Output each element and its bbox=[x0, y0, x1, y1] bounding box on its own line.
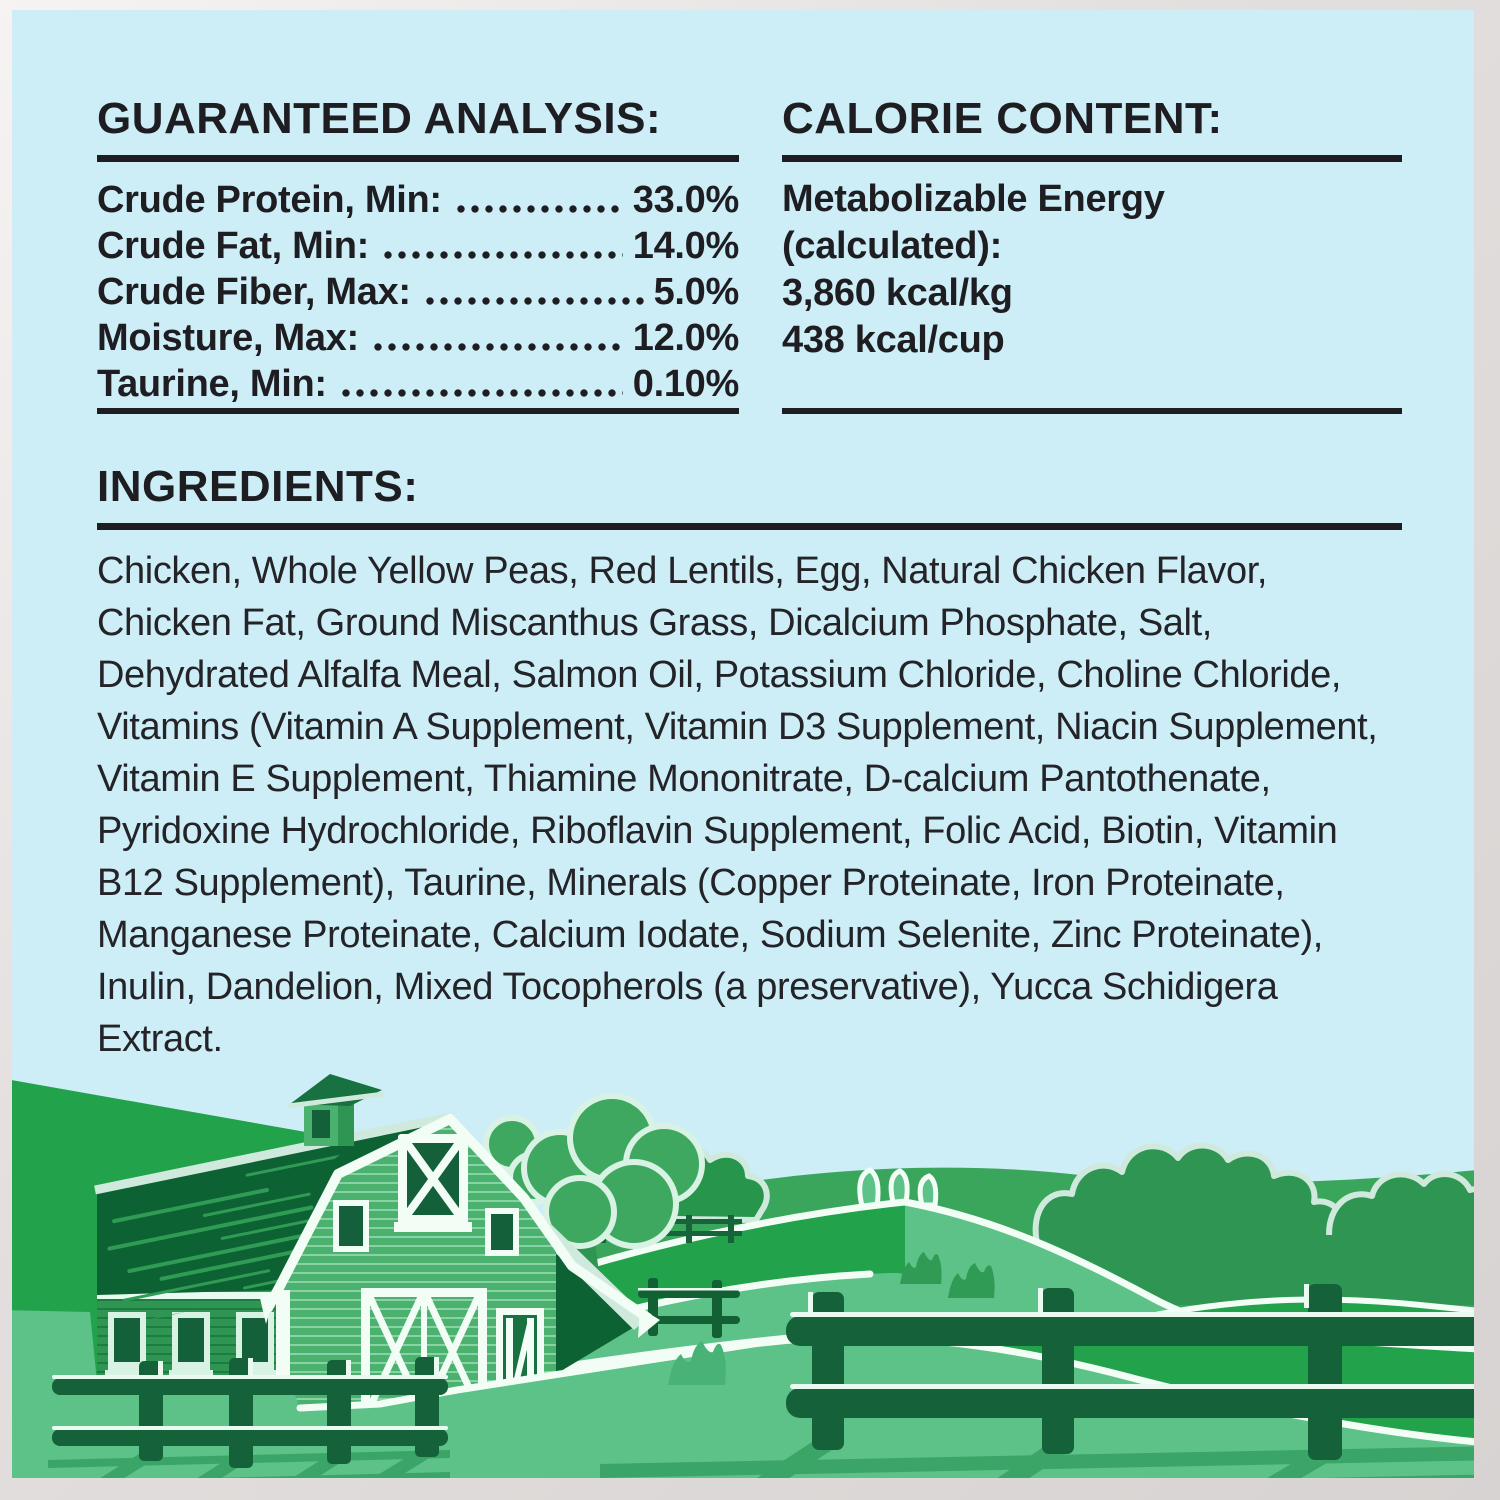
analysis-value: 33.0% bbox=[632, 179, 739, 221]
analysis-label: Crude Fat, Min: bbox=[97, 225, 370, 267]
ingredients-section bbox=[97, 462, 1402, 1065]
analysis-value: 0.10% bbox=[632, 363, 739, 405]
barn-window-right bbox=[485, 1208, 519, 1256]
calorie-line: (calculated): bbox=[782, 225, 1002, 267]
analysis-label: Moisture, Max: bbox=[97, 317, 359, 359]
analysis-label: Crude Fiber, Max: bbox=[97, 271, 411, 313]
pet-food-label bbox=[12, 10, 1474, 1478]
calorie-line: Metabolizable Energy bbox=[782, 178, 1165, 220]
analysis-row bbox=[97, 314, 739, 360]
analysis-row bbox=[97, 268, 739, 314]
guaranteed-analysis-section bbox=[97, 94, 739, 414]
analysis-row bbox=[97, 176, 739, 222]
dotted-leader bbox=[423, 296, 644, 306]
dotted-leader bbox=[381, 250, 623, 260]
analysis-row bbox=[97, 222, 739, 268]
guaranteed-analysis-rows bbox=[97, 176, 739, 406]
farm-barn-illustration bbox=[12, 1040, 1474, 1478]
calorie-line: 3,860 kcal/kg bbox=[782, 272, 1013, 314]
ingredients-text: Chicken, Whole Yellow Peas, Red Lentils, Egg, Natural Chicken Flavor, Chicken Fat, Ground Miscanthus Grass, Dicalcium Phosphate, Salt, Dehydrated Alfalfa Meal, Salmon Oil, Potassium Chloride, Choline Chloride, Vitamins (Vitamin A Supplement, Vitamin D3 Supplement, Niacin Supplement, Vitamin E Supplement, Thiamine Mononitrate, D-calcium Pantothenate, Pyridoxine Hydrochloride, Riboflavin Supplement, Folic Acid, Biotin, Vitamin B12 Supplement), Taurine, Minerals (Copper Proteinate, Iron Proteinate, Manganese Proteinate, Calcium Iodate, Sodium Selenite, Zinc Proteinate), Inulin, Dandelion, Mixed Tocopherols (a preservative), Yucca Schidigera Extract. bbox=[97, 550, 1378, 1060]
barn-hayloft-window bbox=[394, 1134, 472, 1232]
calorie-content-title: CALORIE CONTENT: bbox=[782, 94, 1402, 162]
analysis-row bbox=[97, 360, 739, 406]
dotted-leader bbox=[371, 342, 623, 352]
analysis-label: Taurine, Min: bbox=[97, 363, 327, 405]
guaranteed-analysis-title: GUARANTEED ANALYSIS: bbox=[97, 94, 739, 162]
calorie-content-lines bbox=[782, 176, 1402, 364]
dotted-leader bbox=[339, 388, 623, 398]
barn-window-left bbox=[333, 1200, 369, 1252]
calorie-content-section bbox=[782, 94, 1402, 414]
analysis-value: 12.0% bbox=[632, 317, 739, 359]
analysis-value: 14.0% bbox=[632, 225, 739, 267]
ingredients-title: INGREDIENTS: bbox=[97, 462, 1402, 530]
analysis-value: 5.0% bbox=[653, 271, 739, 313]
calorie-line: 438 kcal/cup bbox=[782, 319, 1005, 361]
dotted-leader bbox=[454, 204, 623, 214]
analysis-label: Crude Protein, Min: bbox=[97, 179, 442, 221]
